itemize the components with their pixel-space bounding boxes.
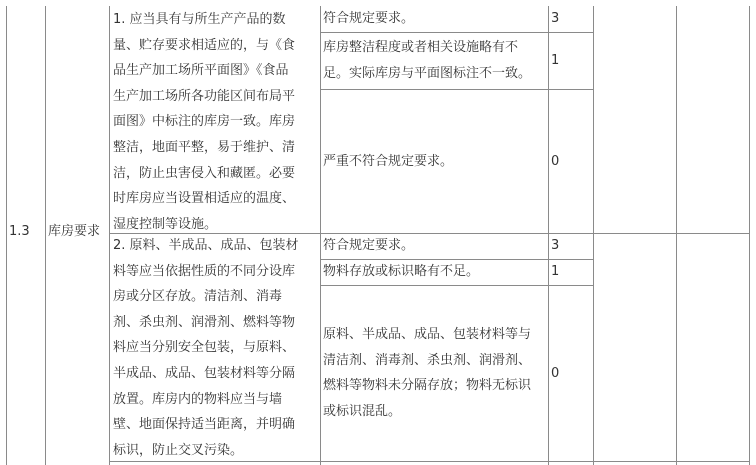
requirement-text xyxy=(113,7,295,237)
criterion-text: 严重不符合规定要求。 xyxy=(323,154,454,169)
criterion-line: 燃料等物料未分隔存放；物料无标识 xyxy=(323,378,532,394)
criterion-line: 原料、半成品、成品、包装材料等与 xyxy=(323,327,532,342)
criterion-text: 物料存放或标识略有不足。 xyxy=(323,264,480,279)
score-value: 0 xyxy=(551,154,560,169)
column-divider xyxy=(45,6,46,465)
column-divider xyxy=(109,6,110,465)
score-value: 0 xyxy=(551,366,560,381)
requirement-line: 整洁，地面平整，易于维护、清 xyxy=(113,139,296,155)
criterion-text xyxy=(323,35,531,86)
requirement-text xyxy=(113,233,299,463)
requirement-line: 料应当分别安全包装，与原料、 xyxy=(113,340,296,356)
requirement-line: 半成品、成品、包装材料等分隔 xyxy=(113,365,296,381)
score-value: 1 xyxy=(551,264,560,279)
score-value: 3 xyxy=(551,238,560,253)
criterion-text: 符合规定要求。 xyxy=(323,11,415,26)
requirement-line: 标识，防止交叉污染。 xyxy=(113,442,244,458)
requirement-line: 2. 原料、半成品、成品、包装材 xyxy=(113,238,299,253)
section-title: 库房要求 xyxy=(48,224,101,239)
table-border-left xyxy=(6,6,7,465)
column-divider xyxy=(676,6,677,465)
section-number: 1.3 xyxy=(9,224,30,239)
requirement-line: 品生产加工场所平面图》《食品 xyxy=(113,63,289,79)
column-divider xyxy=(593,6,594,465)
requirement-line: 洁，防止虫害侵入和藏匿。必要 xyxy=(113,165,296,181)
criterion-line: 清洁剂、消毒剂、杀虫剂、润滑剂、 xyxy=(323,352,532,368)
criterion-line: 库房整洁程度或者相关设施略有不 xyxy=(323,40,519,55)
criterion-line: 足。实际库房与平面图标注不一致。 xyxy=(323,65,532,81)
requirement-line: 生产加工场所各功能区间布局平 xyxy=(113,88,296,104)
requirement-line: 量、贮存要求相适应的，与《食 xyxy=(113,37,296,53)
criterion-line: 或标识混乱。 xyxy=(323,403,402,419)
requirement-line: 壁、地面保持适当距离，并明确 xyxy=(113,417,296,433)
score-value: 3 xyxy=(551,11,560,26)
row-divider xyxy=(320,285,593,286)
row-divider xyxy=(593,233,749,234)
requirement-line: 面图》中标注的库房一致。库房 xyxy=(113,114,296,130)
criterion-text xyxy=(323,322,531,424)
requirement-line: 1. 应当具有与所生产产品的数 xyxy=(113,12,286,27)
requirement-line: 时库房应当设置相适应的温度、 xyxy=(113,191,296,207)
column-divider xyxy=(320,6,321,465)
row-divider xyxy=(320,461,593,462)
requirement-line: 放置。库房内的物料应当与墙 xyxy=(113,391,283,407)
requirement-line: 剂、杀虫剂、润滑剂、燃料等物 xyxy=(113,314,296,330)
row-divider xyxy=(320,32,593,33)
requirement-line: 料等应当依据性质的不同分设库 xyxy=(113,263,296,279)
table-border-right xyxy=(749,6,750,465)
row-divider xyxy=(593,461,749,462)
requirement-line: 湿度控制等设施。 xyxy=(113,216,218,232)
score-value: 1 xyxy=(551,53,560,68)
column-divider xyxy=(548,6,549,465)
criterion-text: 符合规定要求。 xyxy=(323,238,415,253)
requirement-line: 房或分区存放。清洁剂、消毒 xyxy=(113,289,283,305)
row-divider xyxy=(320,89,593,90)
